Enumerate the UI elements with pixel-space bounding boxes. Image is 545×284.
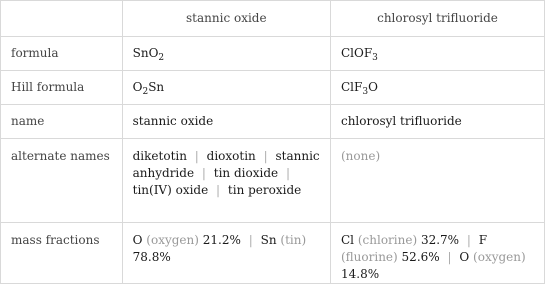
element-name: (tin) — [280, 233, 307, 247]
header-corner — [1, 1, 123, 37]
row-label-mass-fractions: mass fractions — [1, 223, 123, 284]
formula-subscript: 3 — [362, 87, 369, 97]
row-label-alternate-names: alternate names — [1, 139, 123, 223]
hill-formula-row — [1, 71, 545, 105]
formula-subscript: 3 — [372, 53, 378, 63]
mass-fraction-value: 52.6% — [401, 250, 440, 264]
name-stannic-oxide: stannic oxide — [122, 105, 330, 139]
formula-text: O — [132, 80, 143, 94]
separator: | — [248, 233, 253, 247]
mass-fractions-stannic-oxide — [122, 223, 330, 284]
separator: | — [263, 149, 268, 163]
formula-subscript: 2 — [142, 87, 149, 97]
row-label-formula: formula — [1, 37, 123, 71]
separator: | — [194, 149, 199, 163]
mass-fractions-chlorosyl-trifluoride — [330, 223, 544, 284]
formula-text: SnO — [132, 46, 159, 60]
alternate-names-row — [1, 139, 545, 223]
separator: | — [201, 166, 206, 180]
row-label-name: name — [1, 105, 123, 139]
mass-fraction-value: 78.8% — [132, 250, 171, 264]
separator: | — [285, 166, 290, 180]
mass-fractions-row — [1, 223, 545, 284]
mass-fraction-value: 21.2% — [202, 233, 241, 247]
formula-text: O — [368, 80, 378, 94]
formula-text: ClOF — [340, 46, 373, 60]
alternate-name: tin peroxide — [227, 183, 302, 197]
header-row — [1, 1, 545, 37]
name-row — [1, 105, 545, 139]
name-chlorosyl-trifluoride: chlorosyl trifluoride — [330, 105, 544, 139]
element-name: (oxygen) — [473, 250, 526, 264]
alternate-name: tin(IV) oxide — [132, 183, 209, 197]
mass-fraction-value: 14.8% — [340, 267, 380, 281]
formula-text: Sn — [148, 80, 165, 94]
mass-fraction-value: 32.7% — [420, 233, 460, 247]
formula-chlorosyl-trifluoride — [330, 37, 544, 71]
element-symbol: Sn — [260, 233, 277, 247]
alternate-name: tin dioxide — [213, 166, 279, 180]
element-name: (fluorine) — [340, 250, 398, 264]
element-symbol: Cl — [340, 233, 355, 247]
header-chlorosyl-trifluoride: chlorosyl trifluoride — [330, 1, 544, 37]
row-label-hill-formula: Hill formula — [1, 71, 123, 105]
alternate-names-chlorosyl-trifluoride: (none) — [330, 139, 544, 223]
formula-row — [1, 37, 545, 71]
hill-formula-stannic-oxide — [122, 71, 330, 105]
element-symbol: O — [459, 250, 470, 264]
separator: | — [466, 233, 471, 247]
element-name: (oxygen) — [146, 233, 199, 247]
alternate-name: dioxotin — [206, 149, 256, 163]
alternate-names-stannic-oxide — [122, 139, 330, 223]
element-name: (chlorine) — [357, 233, 418, 247]
alternate-name: stannic anhydride — [132, 149, 320, 180]
element-symbol: O — [132, 233, 143, 247]
formula-stannic-oxide — [122, 37, 330, 71]
separator: | — [216, 183, 221, 197]
formula-subscript: 2 — [158, 53, 165, 63]
alternate-name: diketotin — [132, 149, 187, 163]
separator: | — [447, 250, 452, 264]
element-symbol: F — [478, 233, 488, 247]
header-stannic-oxide: stannic oxide — [122, 1, 330, 37]
formula-text: ClF — [340, 80, 363, 94]
hill-formula-chlorosyl-trifluoride — [330, 71, 544, 105]
